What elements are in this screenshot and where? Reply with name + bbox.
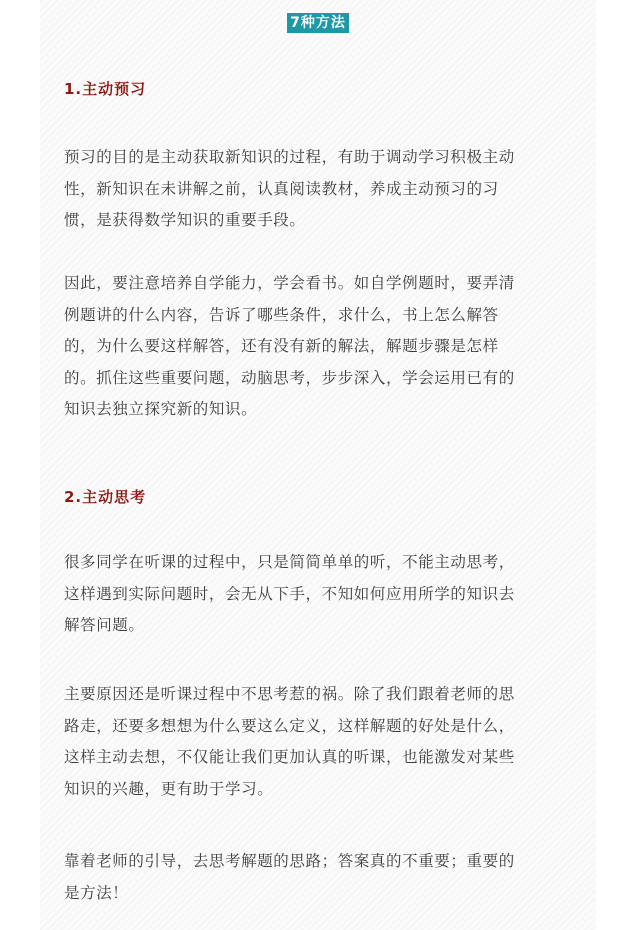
text-line: 知识去独立探究新的知识。: [64, 400, 258, 418]
text-line: 是方法！: [64, 883, 129, 902]
text-line: 主要原因还是听课过程中不思考惹的祸。除了我们跟着老师的思: [64, 685, 515, 703]
title-row: [0, 12, 636, 33]
heading-1: 1.主动预习: [64, 80, 147, 98]
paragraph-2-3: [64, 846, 574, 909]
text-line: 的。抓住这些重要问题，动脑思考，步步深入，学会运用已有的: [64, 368, 515, 387]
text-line: 例题讲的什么内容，告诉了哪些条件，求什么，书上怎么解答: [64, 305, 499, 324]
text-line: 路走，还要多想想为什么要这么定义，这样解题的好处是什么，: [64, 716, 515, 735]
text-line: 知识的兴趣，更有助于学习。: [64, 779, 274, 798]
text-line: 靠着老师的引导，去思考解题的思路；答案真的不重要；重要的: [64, 852, 515, 870]
text-line: 性，新知识在未讲解之前，认真阅读教材，养成主动预习的习: [64, 179, 499, 198]
text-line: 因此，要注意培养自学能力，学会看书。如自学例题时，要弄清: [64, 274, 515, 292]
paragraph-1-1: [64, 142, 574, 237]
paragraph-1-2: [64, 268, 574, 426]
text-line: 这样遇到实际问题时，会无从下手，不知如何应用所学的知识去: [64, 584, 515, 603]
heading-2: 2.主动思考: [64, 488, 147, 506]
text-line: 的，为什么要这样解答，还有没有新的解法，解题步骤是怎样: [64, 337, 499, 355]
section-title-badge: 7种方法: [287, 13, 349, 33]
paragraph-2-2: [64, 679, 574, 805]
paragraph-2-1: [64, 547, 574, 642]
text-line: 这样主动去想，不仅能让我们更加认真的听课，也能激发对某些: [64, 748, 515, 766]
text-line: 很多同学在听课的过程中，只是简简单单的听，不能主动思考，: [64, 553, 515, 571]
text-line: 解答问题。: [64, 616, 145, 634]
text-line: 预习的目的是主动获取新知识的过程，有助于调动学习积极主动: [64, 148, 515, 166]
text-line: 惯，是获得数学知识的重要手段。: [64, 211, 306, 229]
